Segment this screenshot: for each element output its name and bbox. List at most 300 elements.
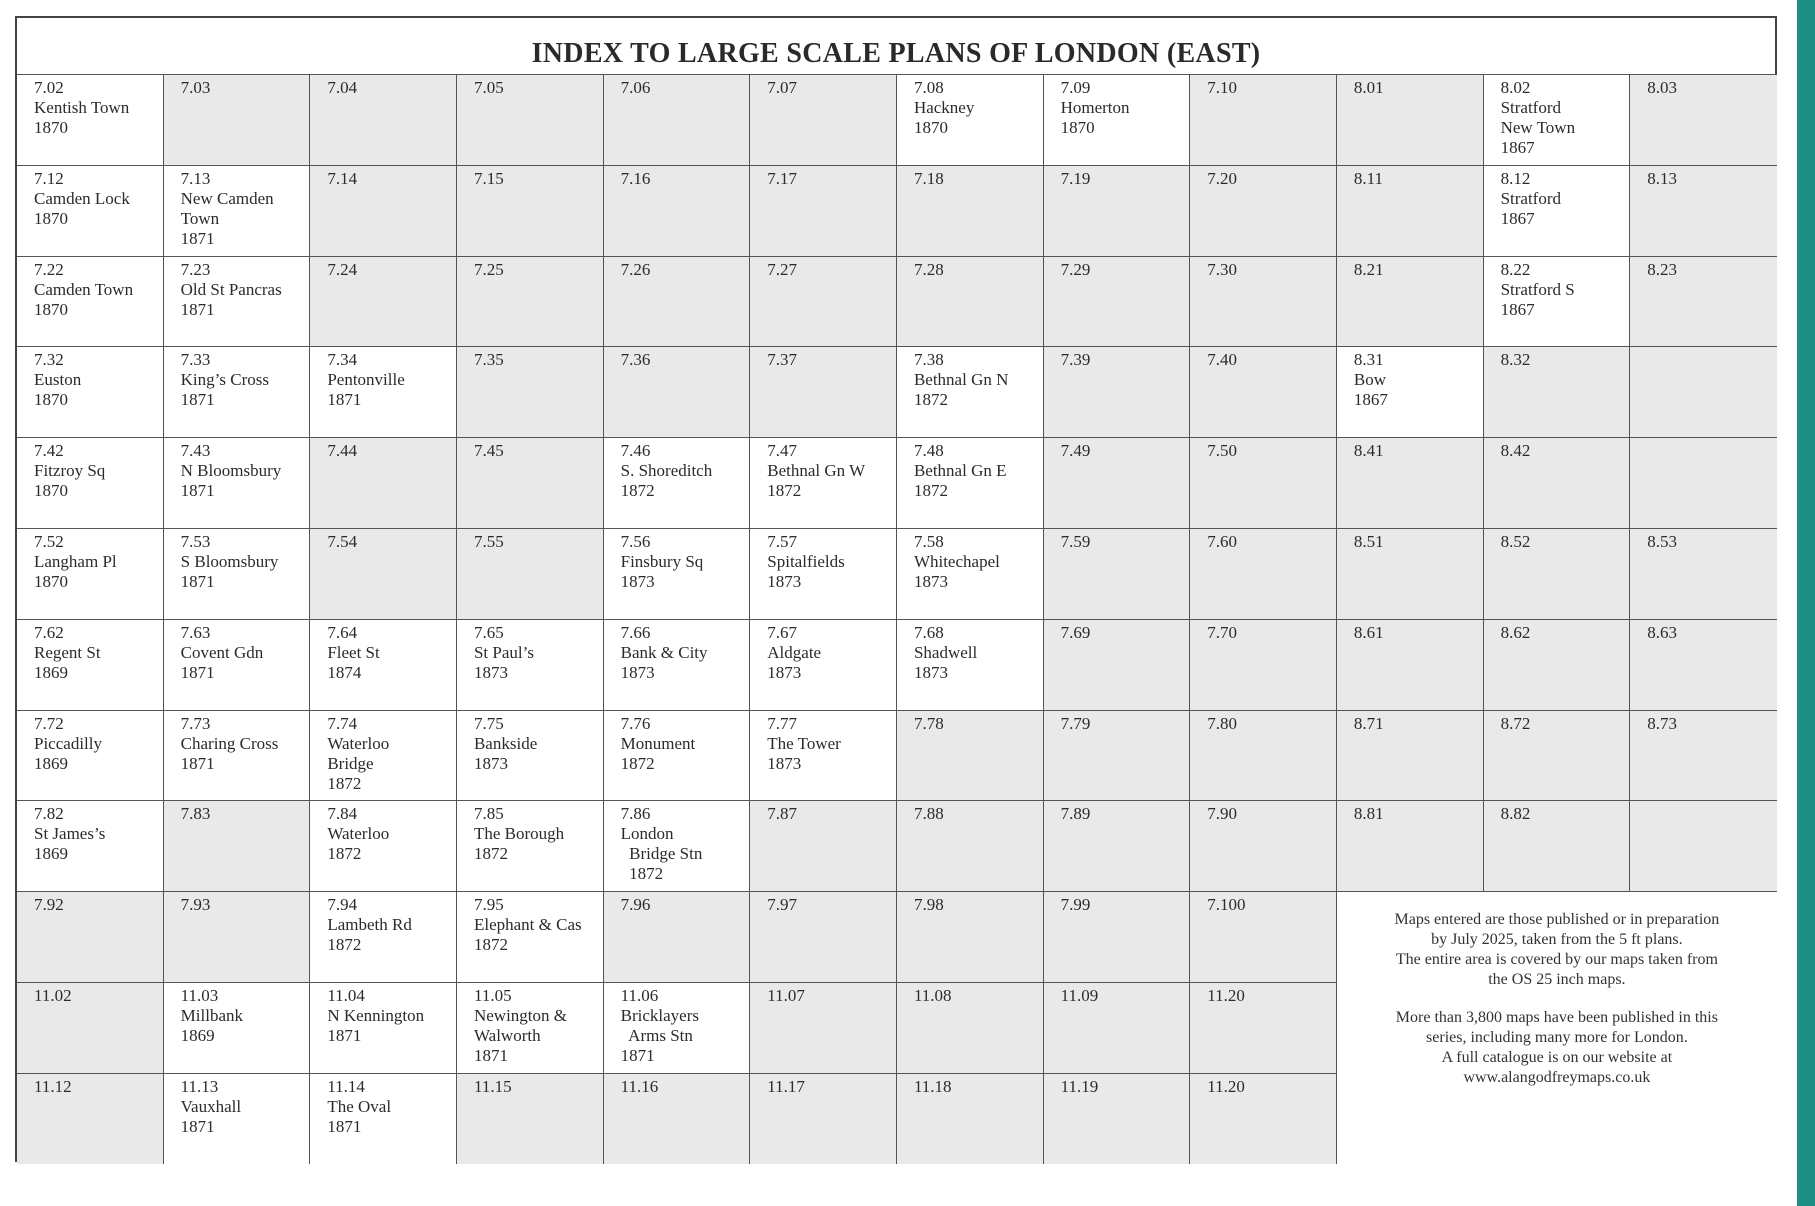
cell-text: Covent Gdn	[180, 642, 264, 662]
index-cell	[310, 1073, 457, 1164]
sheet-number: 7.63	[180, 622, 211, 642]
cell-text: 1872	[913, 390, 948, 410]
index-cell	[310, 982, 457, 1073]
sheet-number: 11.16	[620, 1076, 659, 1096]
index-cell	[604, 74, 751, 165]
index-cell	[1630, 528, 1777, 619]
index-cell	[1484, 256, 1631, 347]
sheet-number: 7.25	[473, 259, 504, 279]
index-cell	[604, 800, 751, 891]
cell-text: 1869	[34, 844, 68, 864]
cell-text: Newington &	[473, 1005, 567, 1025]
sheet-number: 8.53	[1647, 531, 1677, 551]
index-cell	[164, 528, 311, 619]
index-cell	[457, 982, 604, 1073]
index-cell	[1044, 710, 1191, 801]
sheet-number: 7.52	[34, 531, 64, 551]
index-cell	[1337, 710, 1484, 801]
sheet-number: 7.10	[1207, 78, 1237, 97]
cell-text: Bridge Stn	[620, 844, 703, 864]
index-cell	[1044, 800, 1191, 891]
sheet-number: 7.56	[620, 531, 651, 551]
cell-text: 1871	[620, 1045, 655, 1065]
sheet-number: 7.12	[34, 168, 64, 188]
index-cell	[750, 982, 897, 1073]
cell-text: St Paul’s	[473, 642, 534, 662]
cell-text: Waterloo	[327, 824, 390, 844]
sheet-number: 7.96	[620, 895, 651, 915]
note-line: Maps entered are those published or in preparation	[1394, 911, 1720, 929]
index-cell	[457, 528, 604, 619]
index-cell	[457, 256, 604, 347]
cell-text: Bank & City	[620, 642, 708, 662]
cell-text: 1869	[34, 662, 68, 682]
index-cell	[1044, 256, 1191, 347]
cell-text: Bethnal Gn W	[767, 461, 866, 481]
sheet-number: 7.13	[180, 168, 211, 188]
index-cell	[604, 528, 751, 619]
sheet-number: 7.34	[327, 350, 358, 370]
cell-text: 1871	[327, 1116, 362, 1136]
sheet-number: 8.63	[1647, 622, 1677, 642]
cell-text: New Camden	[180, 188, 274, 208]
index-cell	[1190, 256, 1337, 347]
index-cell	[897, 982, 1044, 1073]
index-cell	[897, 800, 1044, 891]
sheet-number: 7.77	[767, 713, 798, 733]
index-cell	[1190, 1073, 1337, 1164]
sheet-number: 11.09	[1060, 985, 1099, 1005]
sheet-number: 7.80	[1207, 713, 1237, 733]
index-cell	[457, 437, 604, 528]
sheet-number: 7.50	[1207, 441, 1237, 461]
index-cell	[1044, 346, 1191, 437]
sheet-number: 8.42	[1500, 441, 1531, 461]
index-cell	[1044, 528, 1191, 619]
sheet-number: 7.03	[180, 78, 211, 97]
index-cell	[1484, 165, 1631, 256]
index-cell	[164, 346, 311, 437]
index-cell	[1484, 74, 1631, 165]
cell-text: 1871	[180, 299, 215, 319]
cell-text: 1872	[620, 753, 655, 773]
sheet-number: 7.23	[180, 259, 211, 279]
sheet-number: 7.29	[1060, 259, 1091, 279]
sheet-number: 7.32	[34, 350, 64, 370]
cell-text: 1870	[34, 118, 68, 137]
index-cell	[1630, 165, 1777, 256]
sheet-number: 8.32	[1500, 350, 1531, 370]
index-sheet	[15, 16, 1777, 1162]
sheet-number: 7.72	[34, 713, 64, 733]
sheet-number: 7.100	[1207, 895, 1246, 915]
cell-text: N Bloomsbury	[180, 461, 282, 481]
sheet-number: 7.39	[1060, 350, 1091, 370]
sheet-number: 7.70	[1207, 622, 1237, 642]
index-cell	[750, 710, 897, 801]
index-cell	[1044, 437, 1191, 528]
sheet-number: 8.21	[1353, 259, 1384, 279]
cell-text: Bankside	[473, 733, 538, 753]
sheet-number: 7.83	[180, 804, 211, 824]
sheet-number: 7.62	[34, 622, 64, 642]
sheet-number: 7.40	[1207, 350, 1237, 370]
index-cell	[1190, 800, 1337, 891]
index-cell	[1190, 891, 1337, 982]
sheet-number: 7.45	[473, 441, 504, 461]
sheet-number: 7.57	[767, 531, 798, 551]
sheet-number: 7.66	[620, 622, 651, 642]
index-cell	[1337, 437, 1484, 528]
index-cell	[17, 710, 164, 801]
index-cell	[1484, 437, 1631, 528]
cell-text: 1871	[327, 1025, 362, 1045]
cell-text: 1870	[34, 571, 68, 591]
index-cell	[1630, 800, 1777, 891]
note-paragraph-2	[1349, 1008, 1765, 1088]
sheet-number: 7.86	[620, 804, 651, 824]
sheet-number: 7.38	[913, 350, 944, 370]
cell-text: The Borough	[473, 824, 565, 844]
sheet-number: 7.94	[327, 895, 358, 915]
index-cell	[1044, 982, 1191, 1073]
cell-text: 1873	[620, 571, 655, 591]
cell-text: 1871	[180, 753, 215, 773]
cell-text: Elephant & Cas	[473, 915, 582, 935]
index-cell	[1337, 619, 1484, 710]
index-cell	[1044, 74, 1191, 165]
note-line: More than 3,800 maps have been published in this	[1395, 1009, 1718, 1027]
index-cell	[750, 891, 897, 982]
sheet-number: 8.03	[1647, 78, 1677, 97]
sheet-number: 7.65	[473, 622, 504, 642]
index-cell	[1484, 528, 1631, 619]
cell-text: Bethnal Gn E	[913, 461, 1007, 481]
cell-text: Shadwell	[913, 642, 978, 662]
sheet-number: 7.98	[913, 895, 944, 915]
index-cell	[310, 165, 457, 256]
index-cell	[164, 165, 311, 256]
sheet-number: 11.12	[34, 1076, 72, 1096]
sheet-number: 7.73	[180, 713, 211, 733]
sheet-number: 7.26	[620, 259, 651, 279]
index-cell	[750, 437, 897, 528]
cell-text: Bridge	[327, 753, 374, 773]
cell-text: Waterloo	[327, 733, 390, 753]
cell-text: Kentish Town	[34, 98, 130, 117]
index-cell	[1044, 1073, 1191, 1164]
cell-text: 1872	[473, 844, 508, 864]
sheet-number: 7.78	[913, 713, 944, 733]
cell-text: Lambeth Rd	[327, 915, 412, 935]
sheet-number: 7.67	[767, 622, 798, 642]
sheet-number: 7.97	[767, 895, 798, 915]
index-cell	[310, 710, 457, 801]
note-paragraph-1	[1349, 910, 1765, 990]
page-title: INDEX TO LARGE SCALE PLANS OF LONDON (EAST)	[531, 38, 1261, 69]
index-cell	[1630, 74, 1777, 165]
index-cell	[897, 891, 1044, 982]
sheet-number: 7.87	[767, 804, 798, 824]
cell-text: 1867	[1500, 208, 1535, 228]
cell-text: Vauxhall	[180, 1096, 242, 1116]
sheet-number: 7.82	[34, 804, 64, 824]
index-cell	[750, 528, 897, 619]
index-cell	[310, 528, 457, 619]
index-cell	[1337, 800, 1484, 891]
sheet-number: 7.37	[767, 350, 798, 370]
sheet-number: 7.79	[1060, 713, 1091, 733]
sheet-number: 7.54	[327, 531, 358, 551]
sheet-number: 11.02	[34, 985, 72, 1005]
note-line: by July 2025, taken from the 5 ft plans.	[1431, 931, 1683, 949]
note-line: series, including many more for London.	[1426, 1029, 1688, 1047]
sheet-number: 7.43	[180, 441, 211, 461]
cell-text: 1873	[913, 662, 948, 682]
sheet-number: 8.01	[1353, 78, 1384, 97]
sheet-number: 8.61	[1353, 622, 1384, 642]
index-cell	[1190, 74, 1337, 165]
sheet-number: 11.14	[327, 1076, 365, 1096]
cell-text: 1871	[180, 481, 215, 501]
sheet-number: 8.13	[1647, 168, 1677, 188]
cell-text: 1873	[767, 662, 802, 682]
index-cell	[897, 619, 1044, 710]
sheet-number: 7.16	[620, 168, 651, 188]
index-cell	[1044, 165, 1191, 256]
index-cell	[750, 165, 897, 256]
index-grid	[17, 74, 1777, 1164]
cell-text: 1873	[620, 662, 655, 682]
cell-text: 1871	[180, 390, 215, 410]
index-cell	[1630, 437, 1777, 528]
sheet-number: 11.18	[913, 1076, 952, 1096]
sheet-number: 7.47	[767, 441, 798, 461]
index-cell	[1044, 619, 1191, 710]
sheet-number: 7.74	[327, 713, 358, 733]
index-cell	[1484, 800, 1631, 891]
index-cell	[17, 165, 164, 256]
cell-text: 1869	[180, 1025, 215, 1045]
sheet-number: 7.69	[1060, 622, 1091, 642]
sheet-number: 7.89	[1060, 804, 1091, 824]
index-cell	[750, 800, 897, 891]
sheet-number: 7.04	[327, 78, 358, 97]
cell-text: 1870	[34, 208, 68, 228]
index-cell	[897, 165, 1044, 256]
cell-text: 1873	[913, 571, 948, 591]
index-cell	[164, 256, 311, 347]
sheet-number: 7.55	[473, 531, 504, 551]
sheet-number: 7.59	[1060, 531, 1091, 551]
cell-text: 1871	[180, 228, 215, 248]
index-cell	[17, 619, 164, 710]
sheet-number: 7.02	[34, 78, 64, 97]
index-cell	[457, 165, 604, 256]
index-cell	[17, 437, 164, 528]
index-cell	[310, 619, 457, 710]
sheet-number: 11.20	[1207, 1076, 1245, 1096]
cell-text: Finsbury Sq	[620, 551, 704, 571]
index-cell	[164, 710, 311, 801]
sheet-number: 7.35	[473, 350, 504, 370]
cell-text: N Kennington	[327, 1005, 425, 1025]
index-cell	[17, 528, 164, 619]
note-line: www.alangodfreymaps.co.uk	[1463, 1069, 1651, 1087]
index-cell	[164, 800, 311, 891]
sheet-number: 11.06	[620, 985, 659, 1005]
index-cell	[1630, 619, 1777, 710]
sheet-number: 7.19	[1060, 168, 1091, 188]
index-cell	[17, 74, 164, 165]
index-cell	[604, 982, 751, 1073]
cell-text: King’s Cross	[180, 370, 269, 390]
cell-text: 1872	[327, 935, 362, 955]
cell-text: 1872	[913, 481, 948, 501]
cell-text: S. Shoreditch	[620, 461, 713, 481]
index-cell	[310, 800, 457, 891]
sheet-number: 7.46	[620, 441, 651, 461]
cell-text: 1873	[473, 662, 508, 682]
cell-text: Town	[180, 208, 220, 228]
cell-text: 1869	[34, 753, 68, 773]
index-cell	[750, 74, 897, 165]
sheet-number: 8.71	[1353, 713, 1384, 733]
sheet-number: 7.99	[1060, 895, 1091, 915]
cell-text: 1870	[1060, 118, 1095, 137]
index-cell	[164, 891, 311, 982]
index-cell	[164, 74, 311, 165]
sheet-number: 7.14	[327, 168, 358, 188]
sheet-number: 7.30	[1207, 259, 1237, 279]
index-cell	[457, 891, 604, 982]
sheet-number: 7.36	[620, 350, 651, 370]
sheet-number: 7.18	[913, 168, 944, 188]
sheet-number: 7.05	[473, 78, 504, 97]
sheet-number: 7.68	[913, 622, 944, 642]
index-cell	[750, 256, 897, 347]
cell-text: Bethnal Gn N	[913, 370, 1009, 390]
index-cell	[1630, 710, 1777, 801]
sheet-number: 8.22	[1500, 259, 1531, 279]
index-cell	[750, 619, 897, 710]
index-cell	[17, 800, 164, 891]
cell-text: 1871	[180, 662, 215, 682]
index-cell	[310, 437, 457, 528]
cell-text: London	[620, 824, 674, 844]
sheet-number: 7.60	[1207, 531, 1237, 551]
cell-text: Bow	[1353, 370, 1387, 390]
sheet-number: 8.73	[1647, 713, 1677, 733]
cell-text: S Bloomsbury	[180, 551, 279, 571]
index-cell	[1630, 256, 1777, 347]
sheet-number: 7.53	[180, 531, 211, 551]
index-cell	[457, 74, 604, 165]
index-cell	[164, 437, 311, 528]
cell-text: 1872	[620, 864, 664, 884]
index-cell	[750, 1073, 897, 1164]
index-cell	[1190, 165, 1337, 256]
sheet-number: 7.49	[1060, 441, 1091, 461]
sheet-number: 8.31	[1353, 350, 1384, 370]
cell-text: New Town	[1500, 118, 1576, 137]
cell-text: Walworth	[473, 1025, 541, 1045]
index-cell	[1190, 346, 1337, 437]
cell-text: Bricklayers	[620, 1005, 699, 1025]
sheet-number: 11.08	[913, 985, 952, 1005]
sheet-number: 11.04	[327, 985, 365, 1005]
cell-text: Monument	[620, 733, 696, 753]
cell-text: 1871	[180, 1116, 215, 1136]
cell-text: Camden Town	[34, 279, 134, 299]
sheet-number: 7.15	[473, 168, 504, 188]
index-cell	[897, 74, 1044, 165]
cell-text: Arms Stn	[620, 1025, 693, 1045]
sheet-number: 11.05	[473, 985, 512, 1005]
sheet-number: 11.15	[473, 1076, 512, 1096]
cell-text: 1867	[1353, 390, 1388, 410]
index-cell	[1484, 346, 1631, 437]
sheet-number: 7.22	[34, 259, 64, 279]
index-cell	[604, 256, 751, 347]
sheet-number: 7.06	[620, 78, 651, 97]
index-cell	[1190, 437, 1337, 528]
cell-text: 1873	[767, 571, 802, 591]
cell-text: Camden Lock	[34, 188, 130, 208]
sheet-number: 7.76	[620, 713, 651, 733]
note-line: The entire area is covered by our maps taken from	[1395, 951, 1718, 969]
cell-text: Charing Cross	[180, 733, 279, 753]
cell-text: The Oval	[327, 1096, 392, 1116]
sheet-number: 8.81	[1353, 804, 1384, 824]
index-cell	[604, 891, 751, 982]
cell-text: Piccadilly	[34, 733, 102, 753]
sheet-number: 7.07	[767, 78, 798, 97]
edge-strip	[1797, 0, 1815, 1206]
index-cell	[604, 710, 751, 801]
sheet-number: 7.44	[327, 441, 358, 461]
cell-text: 1873	[767, 753, 802, 773]
sheet-number: 8.41	[1353, 441, 1384, 461]
index-cell	[1044, 891, 1191, 982]
index-cell	[1190, 528, 1337, 619]
index-cell	[1337, 74, 1484, 165]
sheet-number: 7.90	[1207, 804, 1237, 824]
sheet-number: 8.23	[1647, 259, 1677, 279]
cell-text: Stratford	[1500, 98, 1561, 117]
index-cell	[1484, 710, 1631, 801]
cell-text: 1872	[767, 481, 802, 501]
index-cell	[897, 346, 1044, 437]
cell-text: Langham Pl	[34, 551, 117, 571]
cell-text: Millbank	[180, 1005, 243, 1025]
cell-text: 1870	[34, 299, 68, 319]
note-line: the OS 25 inch maps.	[1488, 971, 1626, 989]
cell-text: Spitalfields	[767, 551, 845, 571]
index-cell	[1337, 346, 1484, 437]
note-box	[1337, 891, 1777, 1163]
sheet-number: 8.02	[1500, 78, 1531, 97]
sheet-number: 8.52	[1500, 531, 1531, 551]
cell-text: Aldgate	[767, 642, 822, 662]
index-cell	[1190, 619, 1337, 710]
index-cell	[750, 346, 897, 437]
index-cell	[897, 437, 1044, 528]
cell-text: 1872	[327, 844, 362, 864]
cell-text: Regent St	[34, 642, 101, 662]
sheet-number: 7.88	[913, 804, 944, 824]
index-cell	[1484, 619, 1631, 710]
